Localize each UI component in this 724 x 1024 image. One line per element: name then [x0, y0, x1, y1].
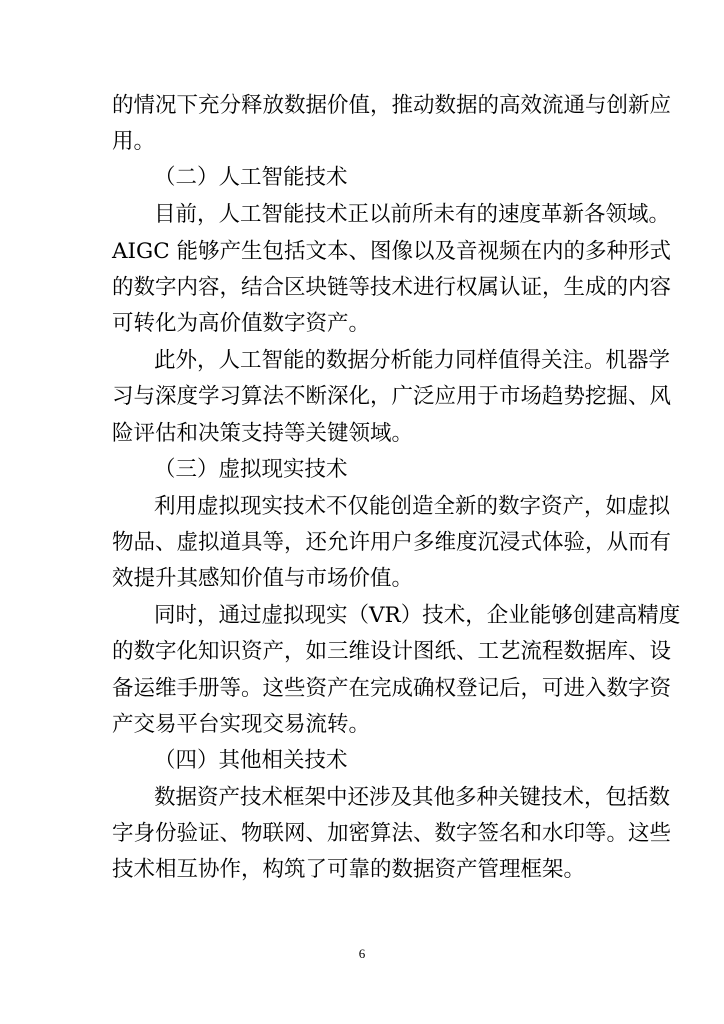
- body-text-line: 的情况下充分释放数据价值，推动数据的高效流通与创新应: [112, 93, 672, 118]
- body-text-line: 物品、虚拟道具等，还允许用户多维度沉浸式体验，从而有: [112, 530, 672, 555]
- body-text-line: AIGC 能够产生包括文本、图像以及音视频在内的多种形式: [112, 239, 671, 264]
- body-text-line: 险评估和决策支持等关键领域。: [112, 421, 414, 446]
- section-heading: （二）人工智能技术: [154, 165, 348, 190]
- body-text-line: 产交易平台实现交易流转。: [112, 712, 371, 737]
- paragraph-first-line: 数据资产技术框架中还涉及其他多种关键技术，包括数: [154, 785, 671, 810]
- paragraph-first-line: 利用虚拟现实技术不仅能创造全新的数字资产，如虚拟: [154, 494, 671, 519]
- body-text-line: 用。: [112, 129, 156, 154]
- body-text-line: 技术相互协作，构筑了可靠的数据资产管理框架。: [112, 857, 586, 882]
- page-number: 6: [358, 946, 366, 961]
- paragraph-first-line: 此外，人工智能的数据分析能力同样值得关注。机器学: [154, 348, 671, 373]
- body-text-line: 字身份验证、物联网、加密算法、数字签名和水印等。这些: [112, 821, 672, 846]
- body-text-line: 的数字化知识资产，如三维设计图纸、工艺流程数据库、设: [112, 639, 672, 664]
- section-heading: （三）虚拟现实技术: [154, 457, 348, 482]
- body-text-line: 备运维手册等。这些资产在完成确权登记后，可进入数字资: [112, 676, 672, 701]
- body-text-line: 的数字内容，结合区块链等技术进行权属认证，生成的内容: [112, 275, 672, 300]
- section-heading: （四）其他相关技术: [154, 748, 348, 773]
- paragraph-first-line: 目前，人工智能技术正以前所未有的速度革新各领域。: [154, 202, 671, 227]
- body-text-line: 效提升其感知价值与市场价值。: [112, 566, 414, 591]
- paragraph-first-line: 同时，通过虚拟现实（VR）技术，企业能够创建高精度: [154, 603, 681, 628]
- body-text-line: 可转化为高价值数字资产。: [112, 311, 371, 336]
- body-text-line: 习与深度学习算法不断深化，广泛应用于市场趋势挖掘、风: [112, 384, 672, 409]
